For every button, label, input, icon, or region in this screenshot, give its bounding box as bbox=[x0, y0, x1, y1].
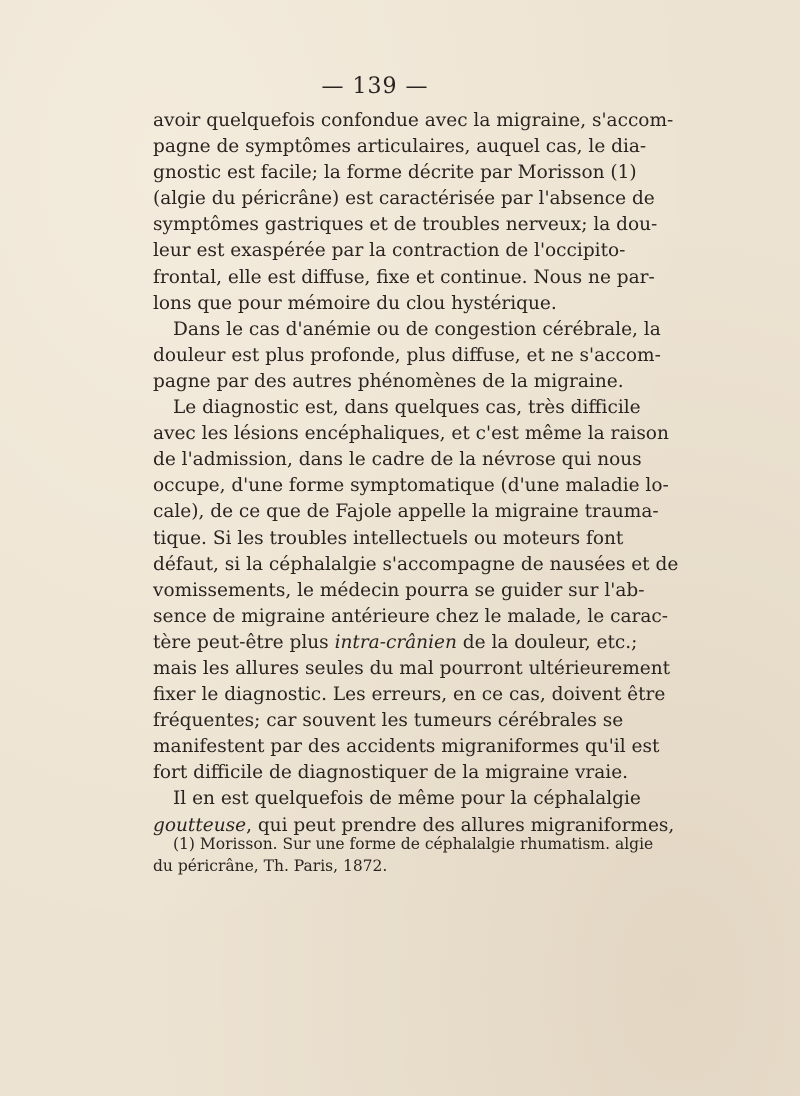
text-line: vomissements, le médecin pourra se guider sur l'ab- bbox=[153, 579, 645, 601]
text-line: fixer le diagnostic. Les erreurs, en ce cas, doivent être bbox=[153, 684, 666, 706]
text-segment: tère peut-être plus bbox=[153, 631, 335, 653]
text-line: cale), de ce que de Fajole appelle la migraine trauma- bbox=[153, 501, 659, 523]
text-line: défaut, si la céphalalgie s'accompagne de nausées et de bbox=[153, 553, 679, 575]
text-line: douleur est plus profonde, plus diffuse, et ne s'accom- bbox=[153, 344, 661, 366]
italic-term: goutteuse bbox=[153, 814, 247, 836]
italic-term: intra-crânien bbox=[334, 631, 457, 653]
text-line: pagne de symptômes articulaires, auquel cas, le dia- bbox=[153, 136, 647, 158]
text-line: occupe, d'une forme symptomatique (d'une maladie lo- bbox=[153, 475, 669, 497]
text-line: manifestent par des accidents migraniformes qu'il est bbox=[153, 736, 660, 758]
text-line: avec les lésions encéphaliques, et c'est même la raison bbox=[153, 423, 669, 445]
footnote bbox=[153, 833, 654, 877]
text-line: fréquentes; car souvent les tumeurs cérébrales se bbox=[153, 710, 624, 732]
text-line: frontal, elle est diffuse, fixe et continue. Nous ne par- bbox=[153, 266, 655, 288]
text-line: lons que pour mémoire du clou hystérique. bbox=[153, 292, 557, 314]
text-line: de l'admission, dans le cadre de la névrose qui nous bbox=[153, 449, 642, 471]
text-line: Le diagnostic est, dans quelques cas, très difficile bbox=[173, 397, 641, 419]
text-segment: , qui peut prendre des allures migraniformes, bbox=[246, 814, 675, 836]
text-line: leur est exaspérée par la contraction de l'occipito- bbox=[153, 240, 626, 262]
text-line: pagne par des autres phénomènes de la migraine. bbox=[153, 370, 624, 392]
text-line: Il en est quelquefois de même pour la céphalalgie bbox=[173, 788, 641, 810]
body-text bbox=[153, 108, 679, 839]
footnote-line: du péricrâne, Th. Paris, 1872. bbox=[153, 857, 388, 875]
text-line: tique. Si les troubles intellectuels ou moteurs font bbox=[153, 527, 624, 549]
footnote-line: (1) Morisson. Sur une forme de céphalalgie rhumatism. algie bbox=[173, 835, 654, 853]
text-line-with-italic bbox=[153, 630, 638, 656]
text-line: Dans le cas d'anémie ou de congestion cérébrale, la bbox=[173, 318, 661, 340]
text-line: sence de migraine antérieure chez le malade, le carac- bbox=[153, 605, 668, 627]
text-line: symptômes gastriques et de troubles nerveux; la dou- bbox=[153, 214, 658, 236]
page-number: — 139 — bbox=[321, 74, 429, 99]
text-line: gnostic est facile; la forme décrite par Morisson (1) bbox=[153, 162, 637, 184]
text-line: mais les allures seules du mal pourront ultérieurement bbox=[153, 657, 671, 679]
text-segment: de la douleur, etc.; bbox=[456, 631, 638, 653]
text-line: avoir quelquefois confondue avec la migraine, s'accom- bbox=[153, 110, 674, 131]
text-line: (algie du péricrâne) est caractérisée par l'absence de bbox=[153, 188, 655, 210]
text-line: fort difficile de diagnostiquer de la migraine vraie. bbox=[153, 762, 629, 784]
